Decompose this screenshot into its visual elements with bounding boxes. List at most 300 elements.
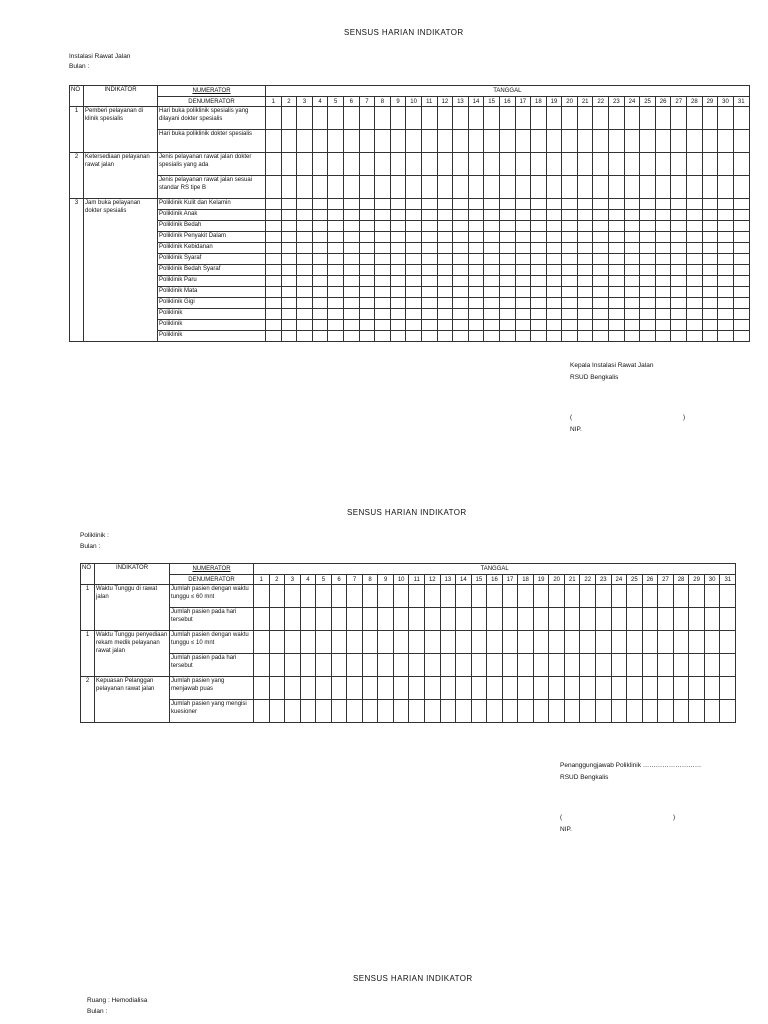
- day-entry-cell[interactable]: [515, 320, 531, 331]
- day-entry-cell[interactable]: [266, 176, 282, 199]
- day-entry-cell[interactable]: [378, 654, 394, 677]
- day-entry-cell[interactable]: [471, 700, 487, 723]
- day-entry-cell[interactable]: [312, 309, 328, 320]
- day-entry-cell[interactable]: [312, 221, 328, 232]
- day-entry-cell[interactable]: [562, 276, 578, 287]
- day-entry-cell[interactable]: [549, 700, 565, 723]
- day-entry-cell[interactable]: [687, 221, 703, 232]
- day-entry-cell[interactable]: [393, 700, 409, 723]
- day-entry-cell[interactable]: [285, 700, 301, 723]
- day-entry-cell[interactable]: [266, 309, 282, 320]
- day-entry-cell[interactable]: [546, 130, 562, 153]
- day-entry-cell[interactable]: [624, 232, 640, 243]
- day-entry-cell[interactable]: [562, 199, 578, 210]
- day-entry-cell[interactable]: [484, 232, 500, 243]
- day-entry-cell[interactable]: [687, 210, 703, 221]
- day-entry-cell[interactable]: [546, 287, 562, 298]
- day-entry-cell[interactable]: [671, 107, 687, 130]
- day-entry-cell[interactable]: [609, 287, 625, 298]
- day-entry-cell[interactable]: [562, 153, 578, 176]
- day-entry-cell[interactable]: [484, 176, 500, 199]
- day-entry-cell[interactable]: [515, 254, 531, 265]
- day-entry-cell[interactable]: [533, 700, 549, 723]
- day-entry-cell[interactable]: [468, 254, 484, 265]
- day-entry-cell[interactable]: [468, 320, 484, 331]
- day-entry-cell[interactable]: [266, 232, 282, 243]
- day-entry-cell[interactable]: [689, 700, 705, 723]
- day-entry-cell[interactable]: [421, 243, 437, 254]
- day-entry-cell[interactable]: [266, 320, 282, 331]
- day-entry-cell[interactable]: [596, 631, 612, 654]
- day-entry-cell[interactable]: [328, 265, 344, 276]
- day-entry-cell[interactable]: [627, 631, 643, 654]
- day-entry-cell[interactable]: [499, 276, 515, 287]
- day-entry-cell[interactable]: [406, 176, 422, 199]
- day-entry-cell[interactable]: [577, 287, 593, 298]
- day-entry-cell[interactable]: [609, 130, 625, 153]
- day-entry-cell[interactable]: [440, 677, 456, 700]
- day-entry-cell[interactable]: [347, 677, 363, 700]
- day-entry-cell[interactable]: [671, 254, 687, 265]
- day-entry-cell[interactable]: [254, 608, 270, 631]
- day-entry-cell[interactable]: [624, 176, 640, 199]
- day-entry-cell[interactable]: [689, 631, 705, 654]
- day-entry-cell[interactable]: [640, 320, 656, 331]
- day-entry-cell[interactable]: [733, 153, 749, 176]
- day-entry-cell[interactable]: [375, 320, 391, 331]
- day-entry-cell[interactable]: [720, 677, 736, 700]
- day-entry-cell[interactable]: [300, 585, 316, 608]
- day-entry-cell[interactable]: [720, 608, 736, 631]
- day-entry-cell[interactable]: [624, 153, 640, 176]
- day-entry-cell[interactable]: [655, 276, 671, 287]
- day-entry-cell[interactable]: [671, 221, 687, 232]
- day-entry-cell[interactable]: [687, 243, 703, 254]
- day-entry-cell[interactable]: [499, 130, 515, 153]
- day-entry-cell[interactable]: [375, 309, 391, 320]
- day-entry-cell[interactable]: [609, 320, 625, 331]
- day-entry-cell[interactable]: [359, 309, 375, 320]
- day-entry-cell[interactable]: [471, 608, 487, 631]
- day-entry-cell[interactable]: [718, 276, 734, 287]
- day-entry-cell[interactable]: [549, 654, 565, 677]
- day-entry-cell[interactable]: [453, 107, 469, 130]
- day-entry-cell[interactable]: [718, 130, 734, 153]
- day-entry-cell[interactable]: [312, 320, 328, 331]
- day-entry-cell[interactable]: [266, 107, 282, 130]
- day-entry-cell[interactable]: [609, 331, 625, 342]
- day-entry-cell[interactable]: [733, 130, 749, 153]
- day-entry-cell[interactable]: [437, 176, 453, 199]
- day-entry-cell[interactable]: [328, 176, 344, 199]
- day-entry-cell[interactable]: [437, 254, 453, 265]
- day-entry-cell[interactable]: [453, 199, 469, 210]
- day-entry-cell[interactable]: [502, 677, 518, 700]
- day-entry-cell[interactable]: [611, 631, 627, 654]
- day-entry-cell[interactable]: [564, 654, 580, 677]
- day-entry-cell[interactable]: [378, 631, 394, 654]
- day-entry-cell[interactable]: [297, 320, 313, 331]
- day-entry-cell[interactable]: [331, 654, 347, 677]
- day-entry-cell[interactable]: [359, 243, 375, 254]
- day-entry-cell[interactable]: [281, 254, 297, 265]
- day-entry-cell[interactable]: [343, 265, 359, 276]
- day-entry-cell[interactable]: [468, 309, 484, 320]
- day-entry-cell[interactable]: [640, 199, 656, 210]
- day-entry-cell[interactable]: [409, 585, 425, 608]
- day-entry-cell[interactable]: [378, 677, 394, 700]
- day-entry-cell[interactable]: [362, 585, 378, 608]
- day-entry-cell[interactable]: [702, 331, 718, 342]
- day-entry-cell[interactable]: [312, 107, 328, 130]
- day-entry-cell[interactable]: [390, 153, 406, 176]
- day-entry-cell[interactable]: [609, 210, 625, 221]
- day-entry-cell[interactable]: [549, 585, 565, 608]
- day-entry-cell[interactable]: [515, 130, 531, 153]
- day-entry-cell[interactable]: [421, 107, 437, 130]
- day-entry-cell[interactable]: [375, 107, 391, 130]
- day-entry-cell[interactable]: [515, 210, 531, 221]
- day-entry-cell[interactable]: [390, 232, 406, 243]
- day-entry-cell[interactable]: [484, 130, 500, 153]
- day-entry-cell[interactable]: [421, 287, 437, 298]
- day-entry-cell[interactable]: [266, 331, 282, 342]
- day-entry-cell[interactable]: [266, 221, 282, 232]
- day-entry-cell[interactable]: [718, 176, 734, 199]
- day-entry-cell[interactable]: [655, 153, 671, 176]
- day-entry-cell[interactable]: [718, 331, 734, 342]
- day-entry-cell[interactable]: [499, 221, 515, 232]
- day-entry-cell[interactable]: [406, 221, 422, 232]
- day-entry-cell[interactable]: [546, 210, 562, 221]
- day-entry-cell[interactable]: [390, 276, 406, 287]
- day-entry-cell[interactable]: [312, 232, 328, 243]
- day-entry-cell[interactable]: [733, 254, 749, 265]
- day-entry-cell[interactable]: [673, 631, 689, 654]
- day-entry-cell[interactable]: [655, 320, 671, 331]
- day-entry-cell[interactable]: [281, 130, 297, 153]
- day-entry-cell[interactable]: [518, 585, 534, 608]
- day-entry-cell[interactable]: [468, 232, 484, 243]
- day-entry-cell[interactable]: [562, 232, 578, 243]
- day-entry-cell[interactable]: [564, 631, 580, 654]
- day-entry-cell[interactable]: [733, 298, 749, 309]
- day-entry-cell[interactable]: [609, 309, 625, 320]
- day-entry-cell[interactable]: [640, 107, 656, 130]
- day-entry-cell[interactable]: [487, 654, 503, 677]
- day-entry-cell[interactable]: [593, 107, 609, 130]
- day-entry-cell[interactable]: [421, 176, 437, 199]
- day-entry-cell[interactable]: [687, 232, 703, 243]
- day-entry-cell[interactable]: [437, 331, 453, 342]
- day-entry-cell[interactable]: [409, 654, 425, 677]
- day-entry-cell[interactable]: [375, 287, 391, 298]
- day-entry-cell[interactable]: [624, 107, 640, 130]
- day-entry-cell[interactable]: [406, 210, 422, 221]
- day-entry-cell[interactable]: [596, 677, 612, 700]
- day-entry-cell[interactable]: [611, 608, 627, 631]
- day-entry-cell[interactable]: [562, 176, 578, 199]
- day-entry-cell[interactable]: [297, 107, 313, 130]
- day-entry-cell[interactable]: [456, 700, 472, 723]
- day-entry-cell[interactable]: [627, 654, 643, 677]
- day-entry-cell[interactable]: [502, 700, 518, 723]
- day-entry-cell[interactable]: [331, 608, 347, 631]
- day-entry-cell[interactable]: [733, 176, 749, 199]
- day-entry-cell[interactable]: [297, 309, 313, 320]
- day-entry-cell[interactable]: [484, 320, 500, 331]
- day-entry-cell[interactable]: [546, 243, 562, 254]
- day-entry-cell[interactable]: [562, 287, 578, 298]
- day-entry-cell[interactable]: [406, 243, 422, 254]
- day-entry-cell[interactable]: [378, 608, 394, 631]
- day-entry-cell[interactable]: [471, 631, 487, 654]
- day-entry-cell[interactable]: [484, 153, 500, 176]
- day-entry-cell[interactable]: [531, 309, 547, 320]
- day-entry-cell[interactable]: [531, 276, 547, 287]
- day-entry-cell[interactable]: [658, 677, 674, 700]
- day-entry-cell[interactable]: [375, 243, 391, 254]
- day-entry-cell[interactable]: [531, 320, 547, 331]
- day-entry-cell[interactable]: [733, 309, 749, 320]
- day-entry-cell[interactable]: [642, 608, 658, 631]
- day-entry-cell[interactable]: [733, 232, 749, 243]
- day-entry-cell[interactable]: [593, 243, 609, 254]
- day-entry-cell[interactable]: [671, 243, 687, 254]
- day-entry-cell[interactable]: [421, 254, 437, 265]
- day-entry-cell[interactable]: [624, 320, 640, 331]
- day-entry-cell[interactable]: [343, 243, 359, 254]
- day-entry-cell[interactable]: [343, 176, 359, 199]
- day-entry-cell[interactable]: [266, 130, 282, 153]
- day-entry-cell[interactable]: [671, 320, 687, 331]
- day-entry-cell[interactable]: [453, 265, 469, 276]
- day-entry-cell[interactable]: [549, 608, 565, 631]
- day-entry-cell[interactable]: [297, 276, 313, 287]
- day-entry-cell[interactable]: [687, 265, 703, 276]
- day-entry-cell[interactable]: [484, 107, 500, 130]
- day-entry-cell[interactable]: [518, 631, 534, 654]
- day-entry-cell[interactable]: [300, 631, 316, 654]
- day-entry-cell[interactable]: [484, 265, 500, 276]
- day-entry-cell[interactable]: [437, 130, 453, 153]
- day-entry-cell[interactable]: [390, 107, 406, 130]
- day-entry-cell[interactable]: [640, 287, 656, 298]
- day-entry-cell[interactable]: [359, 232, 375, 243]
- day-entry-cell[interactable]: [531, 107, 547, 130]
- day-entry-cell[interactable]: [640, 176, 656, 199]
- day-entry-cell[interactable]: [359, 320, 375, 331]
- day-entry-cell[interactable]: [285, 677, 301, 700]
- day-entry-cell[interactable]: [281, 276, 297, 287]
- day-entry-cell[interactable]: [406, 107, 422, 130]
- day-entry-cell[interactable]: [562, 130, 578, 153]
- day-entry-cell[interactable]: [577, 107, 593, 130]
- day-entry-cell[interactable]: [297, 265, 313, 276]
- day-entry-cell[interactable]: [409, 677, 425, 700]
- day-entry-cell[interactable]: [640, 276, 656, 287]
- day-entry-cell[interactable]: [297, 298, 313, 309]
- day-entry-cell[interactable]: [502, 585, 518, 608]
- day-entry-cell[interactable]: [718, 254, 734, 265]
- day-entry-cell[interactable]: [390, 320, 406, 331]
- day-entry-cell[interactable]: [328, 298, 344, 309]
- day-entry-cell[interactable]: [297, 176, 313, 199]
- day-entry-cell[interactable]: [359, 287, 375, 298]
- day-entry-cell[interactable]: [266, 243, 282, 254]
- day-entry-cell[interactable]: [593, 254, 609, 265]
- day-entry-cell[interactable]: [343, 107, 359, 130]
- day-entry-cell[interactable]: [577, 130, 593, 153]
- day-entry-cell[interactable]: [564, 608, 580, 631]
- day-entry-cell[interactable]: [624, 276, 640, 287]
- day-entry-cell[interactable]: [393, 631, 409, 654]
- day-entry-cell[interactable]: [577, 320, 593, 331]
- day-entry-cell[interactable]: [328, 287, 344, 298]
- day-entry-cell[interactable]: [577, 276, 593, 287]
- day-entry-cell[interactable]: [499, 243, 515, 254]
- day-entry-cell[interactable]: [487, 700, 503, 723]
- day-entry-cell[interactable]: [328, 254, 344, 265]
- day-entry-cell[interactable]: [421, 210, 437, 221]
- day-entry-cell[interactable]: [297, 243, 313, 254]
- day-entry-cell[interactable]: [624, 210, 640, 221]
- day-entry-cell[interactable]: [515, 265, 531, 276]
- day-entry-cell[interactable]: [655, 309, 671, 320]
- day-entry-cell[interactable]: [359, 221, 375, 232]
- day-entry-cell[interactable]: [515, 287, 531, 298]
- day-entry-cell[interactable]: [671, 199, 687, 210]
- day-entry-cell[interactable]: [453, 254, 469, 265]
- day-entry-cell[interactable]: [425, 677, 441, 700]
- day-entry-cell[interactable]: [499, 298, 515, 309]
- day-entry-cell[interactable]: [609, 265, 625, 276]
- day-entry-cell[interactable]: [658, 700, 674, 723]
- day-entry-cell[interactable]: [484, 331, 500, 342]
- day-entry-cell[interactable]: [393, 608, 409, 631]
- day-entry-cell[interactable]: [487, 677, 503, 700]
- day-entry-cell[interactable]: [687, 331, 703, 342]
- day-entry-cell[interactable]: [437, 287, 453, 298]
- day-entry-cell[interactable]: [484, 221, 500, 232]
- day-entry-cell[interactable]: [487, 585, 503, 608]
- day-entry-cell[interactable]: [393, 585, 409, 608]
- day-entry-cell[interactable]: [627, 608, 643, 631]
- day-entry-cell[interactable]: [531, 254, 547, 265]
- day-entry-cell[interactable]: [328, 320, 344, 331]
- day-entry-cell[interactable]: [611, 677, 627, 700]
- day-entry-cell[interactable]: [269, 677, 285, 700]
- day-entry-cell[interactable]: [673, 608, 689, 631]
- day-entry-cell[interactable]: [580, 608, 596, 631]
- day-entry-cell[interactable]: [406, 331, 422, 342]
- day-entry-cell[interactable]: [564, 677, 580, 700]
- day-entry-cell[interactable]: [300, 654, 316, 677]
- day-entry-cell[interactable]: [281, 232, 297, 243]
- day-entry-cell[interactable]: [316, 608, 332, 631]
- day-entry-cell[interactable]: [671, 210, 687, 221]
- day-entry-cell[interactable]: [562, 243, 578, 254]
- day-entry-cell[interactable]: [689, 677, 705, 700]
- day-entry-cell[interactable]: [390, 243, 406, 254]
- day-entry-cell[interactable]: [390, 287, 406, 298]
- day-entry-cell[interactable]: [546, 298, 562, 309]
- day-entry-cell[interactable]: [720, 700, 736, 723]
- day-entry-cell[interactable]: [362, 700, 378, 723]
- day-entry-cell[interactable]: [406, 232, 422, 243]
- day-entry-cell[interactable]: [687, 176, 703, 199]
- day-entry-cell[interactable]: [624, 221, 640, 232]
- day-entry-cell[interactable]: [300, 700, 316, 723]
- day-entry-cell[interactable]: [297, 331, 313, 342]
- day-entry-cell[interactable]: [531, 243, 547, 254]
- day-entry-cell[interactable]: [640, 232, 656, 243]
- day-entry-cell[interactable]: [718, 298, 734, 309]
- day-entry-cell[interactable]: [281, 331, 297, 342]
- day-entry-cell[interactable]: [281, 320, 297, 331]
- day-entry-cell[interactable]: [609, 254, 625, 265]
- day-entry-cell[interactable]: [453, 221, 469, 232]
- day-entry-cell[interactable]: [593, 210, 609, 221]
- day-entry-cell[interactable]: [702, 320, 718, 331]
- day-entry-cell[interactable]: [624, 130, 640, 153]
- day-entry-cell[interactable]: [577, 221, 593, 232]
- day-entry-cell[interactable]: [312, 298, 328, 309]
- day-entry-cell[interactable]: [297, 130, 313, 153]
- day-entry-cell[interactable]: [425, 608, 441, 631]
- day-entry-cell[interactable]: [702, 199, 718, 210]
- day-entry-cell[interactable]: [375, 298, 391, 309]
- day-entry-cell[interactable]: [593, 331, 609, 342]
- day-entry-cell[interactable]: [468, 243, 484, 254]
- day-entry-cell[interactable]: [362, 608, 378, 631]
- day-entry-cell[interactable]: [577, 331, 593, 342]
- day-entry-cell[interactable]: [655, 331, 671, 342]
- day-entry-cell[interactable]: [359, 130, 375, 153]
- day-entry-cell[interactable]: [347, 585, 363, 608]
- day-entry-cell[interactable]: [484, 243, 500, 254]
- day-entry-cell[interactable]: [546, 254, 562, 265]
- day-entry-cell[interactable]: [375, 176, 391, 199]
- day-entry-cell[interactable]: [281, 153, 297, 176]
- day-entry-cell[interactable]: [577, 176, 593, 199]
- day-entry-cell[interactable]: [362, 677, 378, 700]
- day-entry-cell[interactable]: [531, 210, 547, 221]
- day-entry-cell[interactable]: [254, 585, 270, 608]
- day-entry-cell[interactable]: [484, 199, 500, 210]
- day-entry-cell[interactable]: [343, 331, 359, 342]
- day-entry-cell[interactable]: [531, 176, 547, 199]
- day-entry-cell[interactable]: [640, 130, 656, 153]
- day-entry-cell[interactable]: [437, 199, 453, 210]
- day-entry-cell[interactable]: [375, 265, 391, 276]
- day-entry-cell[interactable]: [390, 221, 406, 232]
- day-entry-cell[interactable]: [640, 265, 656, 276]
- day-entry-cell[interactable]: [655, 232, 671, 243]
- day-entry-cell[interactable]: [312, 210, 328, 221]
- day-entry-cell[interactable]: [328, 232, 344, 243]
- day-entry-cell[interactable]: [546, 309, 562, 320]
- day-entry-cell[interactable]: [421, 320, 437, 331]
- day-entry-cell[interactable]: [640, 243, 656, 254]
- day-entry-cell[interactable]: [347, 700, 363, 723]
- day-entry-cell[interactable]: [673, 677, 689, 700]
- day-entry-cell[interactable]: [515, 107, 531, 130]
- day-entry-cell[interactable]: [484, 298, 500, 309]
- day-entry-cell[interactable]: [577, 153, 593, 176]
- day-entry-cell[interactable]: [499, 287, 515, 298]
- day-entry-cell[interactable]: [671, 331, 687, 342]
